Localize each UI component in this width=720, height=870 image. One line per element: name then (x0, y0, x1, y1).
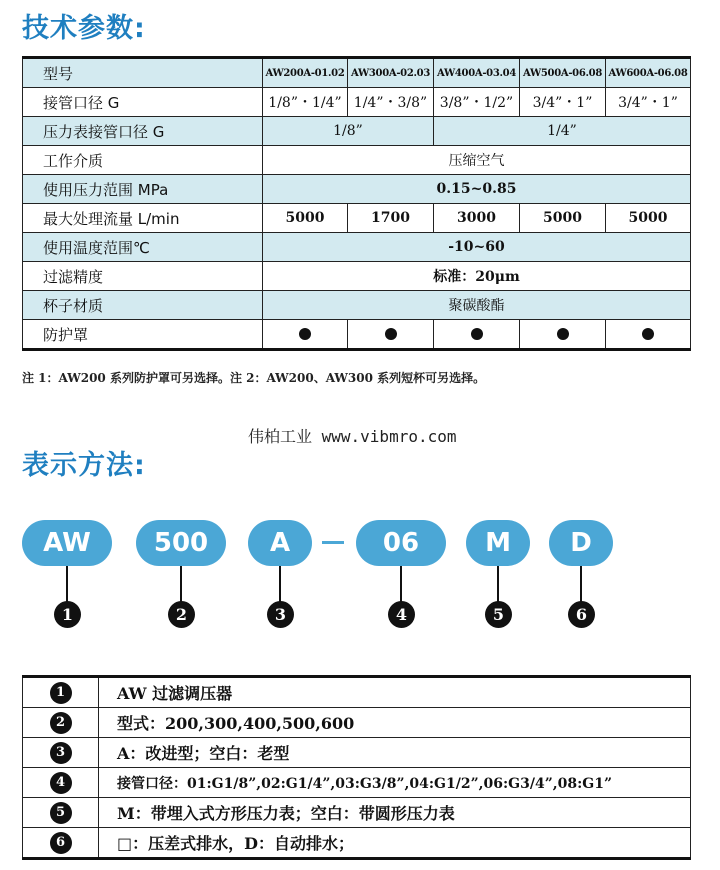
legend-row (23, 768, 691, 798)
connector-line (497, 566, 499, 602)
spec-label: 型号 (23, 58, 263, 88)
guard-cell (606, 320, 691, 350)
code-pill-gauge: M (466, 520, 530, 566)
connector-line (66, 566, 68, 602)
spec-row-pressure (23, 175, 691, 204)
legend-text: 接管口径：01:G1/8”,02:G1/4”,03:G3/8”,04:G1/2”,06:G3/4”,08:G1” (99, 768, 691, 798)
legend-text: AW 过滤调压器 (99, 677, 691, 708)
tech-params-title: 技术参数: (22, 13, 146, 44)
medium-cell: 压缩空气 (263, 146, 691, 175)
flow-cell: 1700 (348, 204, 434, 233)
spec-row-temp (23, 233, 691, 262)
code-pill-version: A (248, 520, 312, 566)
spec-label: 接管口径 G (23, 88, 263, 117)
legend-number: 3 (50, 742, 72, 764)
connector-line (400, 566, 402, 602)
legend-table (22, 675, 691, 860)
legend-text: M：带埋入式方形压力表；空白：带圆形压力表 (99, 798, 691, 828)
filled-dot-icon (557, 328, 569, 340)
footnote: 注 1：AW200 系列防护罩可另选择。注 2：AW200、AW300 系列短杯可另选择。 (22, 371, 486, 385)
guard-cell (434, 320, 520, 350)
legend-number: 5 (50, 802, 72, 824)
code-number: 1 (54, 601, 81, 628)
spec-label: 工作介质 (23, 146, 263, 175)
code-pill-type: 500 (136, 520, 226, 566)
flow-cell: 3000 (434, 204, 520, 233)
legend-number: 6 (50, 832, 72, 854)
pressure-cell: 0.15~0.85 (263, 175, 691, 204)
flow-cell: 5000 (606, 204, 691, 233)
filter-cell: 标准：20μm (263, 262, 691, 291)
guard-cell (520, 320, 606, 350)
spec-row-flow (23, 204, 691, 233)
cup-cell: 聚碳酸酯 (263, 291, 691, 320)
connector-line (279, 566, 281, 602)
spec-row-model (23, 58, 691, 88)
pipe-cell: 3/8”・1/2” (434, 88, 520, 117)
spec-label: 使用压力范围 MPa (23, 175, 263, 204)
spec-row-cup (23, 291, 691, 320)
pipe-cell: 1/4”・3/8” (348, 88, 434, 117)
guard-cell (263, 320, 348, 350)
flow-cell: 5000 (263, 204, 348, 233)
pipe-cell: 3/4”・1” (606, 88, 691, 117)
model-cell: AW200A-01.02 (263, 58, 348, 88)
connector-line (180, 566, 182, 602)
legend-row (23, 677, 691, 708)
legend-text: □：压差式排水，D：自动排水； (99, 828, 691, 859)
gauge-cell: 1/8” (263, 117, 434, 146)
temp-cell: -10~60 (263, 233, 691, 262)
notation-title: 表示方法: (22, 450, 146, 481)
spec-label: 最大处理流量 L/min (23, 204, 263, 233)
legend-row (23, 738, 691, 768)
legend-row (23, 828, 691, 859)
pipe-cell: 3/4”・1” (520, 88, 606, 117)
gauge-cell: 1/4” (434, 117, 691, 146)
filled-dot-icon (299, 328, 311, 340)
guard-cell (348, 320, 434, 350)
spec-row-filter (23, 262, 691, 291)
model-cell: AW400A-03.04 (434, 58, 520, 88)
spec-row-guard (23, 320, 691, 350)
code-pill-series: AW (22, 520, 112, 566)
website-watermark: 伟柏工业 www.vibmro.com (248, 427, 457, 446)
legend-text: 型式：200,300,400,500,600 (99, 708, 691, 738)
spec-row-medium (23, 146, 691, 175)
code-number: 5 (485, 601, 512, 628)
code-number: 6 (568, 601, 595, 628)
code-number: 3 (267, 601, 294, 628)
spec-label: 使用温度范围℃ (23, 233, 263, 262)
legend-number: 4 (50, 772, 72, 794)
pipe-cell: 1/8”・1/4” (263, 88, 348, 117)
spec-label: 杯子材质 (23, 291, 263, 320)
filled-dot-icon (385, 328, 397, 340)
spec-row-pipe (23, 88, 691, 117)
code-number: 4 (388, 601, 415, 628)
code-number: 2 (168, 601, 195, 628)
spec-label: 压力表接管口径 G (23, 117, 263, 146)
code-dash (322, 541, 344, 544)
spec-label: 过滤精度 (23, 262, 263, 291)
code-pill-drain: D (549, 520, 613, 566)
flow-cell: 5000 (520, 204, 606, 233)
filled-dot-icon (471, 328, 483, 340)
spec-label: 防护罩 (23, 320, 263, 350)
model-cell: AW300A-02.03 (348, 58, 434, 88)
legend-number: 2 (50, 712, 72, 734)
filled-dot-icon (642, 328, 654, 340)
model-cell: AW500A-06.08 (520, 58, 606, 88)
spec-table (22, 56, 691, 351)
model-cell: AW600A-06.08 (606, 58, 691, 88)
code-pill-port: 06 (356, 520, 446, 566)
legend-text: A：改进型；空白：老型 (99, 738, 691, 768)
legend-row (23, 798, 691, 828)
connector-line (580, 566, 582, 602)
legend-number: 1 (50, 682, 72, 704)
legend-row (23, 708, 691, 738)
spec-row-gauge (23, 117, 691, 146)
